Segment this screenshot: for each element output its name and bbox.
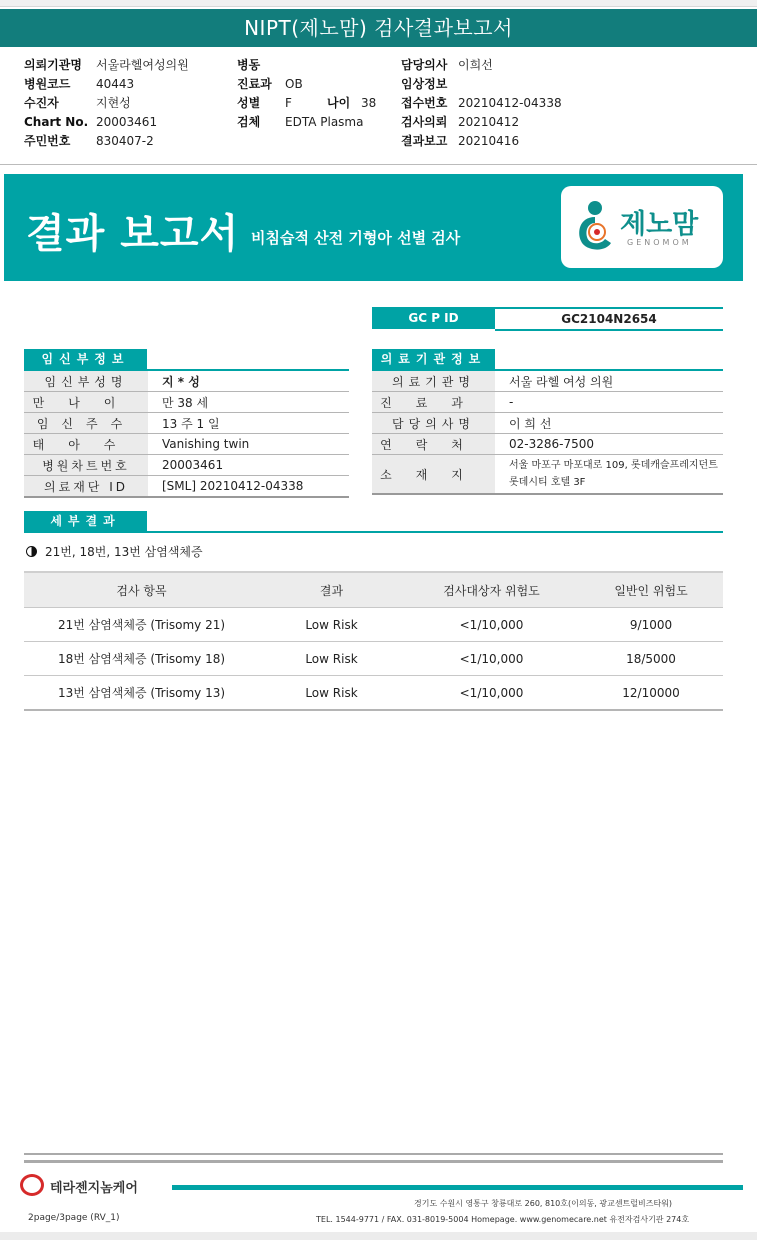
genomom-mother-icon	[571, 199, 621, 255]
col-header-general-risk: 일반인 위험도	[579, 572, 723, 608]
hdr-label-receipt-no: 접수번호	[401, 96, 448, 110]
clinic-name-value: 서울 라헬 여성 의원	[495, 371, 723, 392]
table-row	[372, 371, 723, 392]
contact-value: 02-3286-7500	[495, 434, 723, 455]
table-row	[24, 434, 349, 455]
hdr-label-specimen: 검체	[237, 115, 261, 129]
footer-rule-bottom	[24, 1160, 723, 1163]
header-divider	[0, 164, 757, 165]
col-header-subject-risk: 검사대상자 위험도	[404, 572, 579, 608]
cell-general-risk: 9/1000	[579, 608, 723, 642]
hdr-label-sex: 성별	[237, 96, 261, 110]
logo-text: 제노맘	[620, 209, 699, 240]
hdr-value-age: 38	[361, 96, 377, 110]
hdr-label-resident-no: 주민번호	[24, 134, 71, 148]
fetus-count-value: Vanishing twin	[148, 434, 349, 455]
pregnant-info-tab: 임신부정보	[24, 349, 147, 369]
location-value: 서울 마포구 마포대로 109, 롯데캐슬프레지던트 롯데시티 호텔 3F	[495, 455, 723, 495]
clinic-info-tab: 의료기관정보	[372, 349, 495, 369]
location-key: 소재지	[372, 455, 495, 495]
pregnant-info-table	[24, 371, 349, 498]
hdr-value-receipt-no: 20210412-04338	[458, 96, 562, 110]
cell-result: Low Risk	[259, 676, 404, 711]
hdr-value-report-date: 20210416	[458, 134, 520, 148]
gcp-id-label: GC P ID	[372, 307, 495, 329]
footer-rule-top	[24, 1153, 723, 1155]
hdr-value-doctor: 이희선	[458, 58, 493, 72]
header-col-1	[24, 56, 189, 151]
chart-no-value: 20003461	[148, 455, 349, 476]
top-edge	[0, 0, 757, 7]
doctor-name-key: 담당의사명	[372, 413, 495, 434]
hdr-label-clinic: 의뢰기관명	[24, 58, 82, 72]
cell-test: 18번 삼염색체증 (Trisomy 18)	[24, 642, 259, 676]
hdr-value-dept: OB	[285, 77, 303, 91]
hdr-label-report-date: 결과보고	[401, 134, 448, 148]
cell-result: Low Risk	[259, 642, 404, 676]
clinic-name-key: 의료기관명	[372, 371, 495, 392]
hdr-value-patient: 지현성	[96, 96, 131, 110]
table-row	[24, 676, 723, 711]
doctor-name-value: 이 희 선	[495, 413, 723, 434]
hdr-value-chart-no: 20003461	[96, 115, 158, 129]
cell-test: 21번 삼염색체증 (Trisomy 21)	[24, 608, 259, 642]
gestational-week-value: 13 주 1 일	[148, 413, 349, 434]
hdr-value-hospital-code: 40443	[96, 77, 135, 91]
table-row	[24, 608, 723, 642]
terragen-logo-icon	[20, 1174, 44, 1196]
hdr-label-ward: 병동	[237, 58, 261, 72]
hdr-label-dept: 진료과	[237, 77, 272, 91]
table-row	[372, 455, 723, 495]
foundation-id-value: [SML] 20210412-04338	[148, 476, 349, 498]
details-note-text: 21번, 18번, 13번 삼염색체증	[45, 545, 203, 559]
table-row	[24, 455, 349, 476]
cell-subject-risk: <1/10,000	[404, 676, 579, 711]
table-row	[372, 434, 723, 455]
table-row	[372, 413, 723, 434]
table-row	[24, 392, 349, 413]
hdr-value-clinic: 서울라헬여성의원	[96, 58, 189, 72]
table-row	[24, 642, 723, 676]
hdr-label-age: 나이	[327, 96, 351, 110]
details-underline	[24, 531, 723, 533]
logo-subtext: GENOMOM	[627, 238, 692, 247]
footer-contact: TEL. 1544-9771 / FAX. 031-8019-5004 Homepage. www.genomecare.net 유전자검사기관 274호	[316, 1215, 690, 1224]
details-tab: 세부결과	[24, 511, 147, 531]
hdr-label-chart-no: Chart No.	[24, 115, 89, 129]
hdr-label-doctor: 담당의사	[401, 58, 448, 72]
hdr-label-request-date: 검사의뢰	[401, 115, 448, 129]
hdr-value-sex: F	[285, 96, 292, 110]
half-circle-icon	[26, 546, 37, 557]
footer-address: 경기도 수원시 영통구 창룡대로 260, 810호(이의동, 광교센트럴비즈타워)	[414, 1199, 673, 1208]
dept-key: 진료과	[372, 392, 495, 413]
cell-result: Low Risk	[259, 608, 404, 642]
chart-no-key: 병원차트번호	[24, 455, 148, 476]
hdr-value-specimen: EDTA Plasma	[285, 115, 364, 129]
table-row	[24, 371, 349, 392]
hdr-label-clinical-info: 임상정보	[401, 77, 448, 91]
pregnant-age-value: 만 38 세	[148, 392, 349, 413]
table-row	[372, 392, 723, 413]
results-header-row	[24, 572, 723, 608]
header-col-3	[401, 56, 562, 151]
pregnant-name-value: 지 * 성	[148, 371, 349, 392]
gcp-id-value: GC2104N2654	[495, 307, 723, 331]
cell-subject-risk: <1/10,000	[404, 608, 579, 642]
banner-subtitle: 비침습적 산전 기형아 선별 검사	[251, 229, 461, 247]
table-row	[24, 476, 349, 498]
cell-general-risk: 12/10000	[579, 676, 723, 711]
cell-test: 13번 삼염색체증 (Trisomy 13)	[24, 676, 259, 711]
fetus-count-key: 태아수	[24, 434, 148, 455]
banner-title: 결과 보고서	[26, 211, 240, 257]
pregnant-age-key: 만나이	[24, 392, 148, 413]
table-row	[24, 413, 349, 434]
header-col-2	[237, 56, 376, 132]
col-header-test: 검사 항목	[24, 572, 259, 608]
result-banner	[4, 174, 743, 281]
dept-value: -	[495, 392, 723, 413]
terragen-company-name: 테라젠지놈케어	[50, 1181, 138, 1196]
details-note	[26, 543, 203, 560]
hdr-label-hospital-code: 병원코드	[24, 77, 71, 91]
pregnant-name-key: 임신부성명	[24, 371, 148, 392]
hdr-value-resident-no: 830407-2	[96, 134, 154, 148]
footer-accent-bar	[172, 1185, 743, 1190]
results-table	[24, 571, 723, 711]
col-header-result: 결과	[259, 572, 404, 608]
contact-key: 연락처	[372, 434, 495, 455]
genomom-logo	[561, 186, 723, 268]
cell-subject-risk: <1/10,000	[404, 642, 579, 676]
page-number: 2page/3page (RV_1)	[28, 1213, 120, 1223]
cell-general-risk: 18/5000	[579, 642, 723, 676]
hdr-value-request-date: 20210412	[458, 115, 520, 129]
foundation-id-key: 의료재단 ID	[24, 476, 148, 498]
gestational-week-key: 임신주수	[24, 413, 148, 434]
hdr-label-patient: 수진자	[24, 96, 59, 110]
clinic-info-table	[372, 371, 723, 495]
report-title: NIPT(제노맘) 검사결과보고서	[0, 9, 757, 47]
